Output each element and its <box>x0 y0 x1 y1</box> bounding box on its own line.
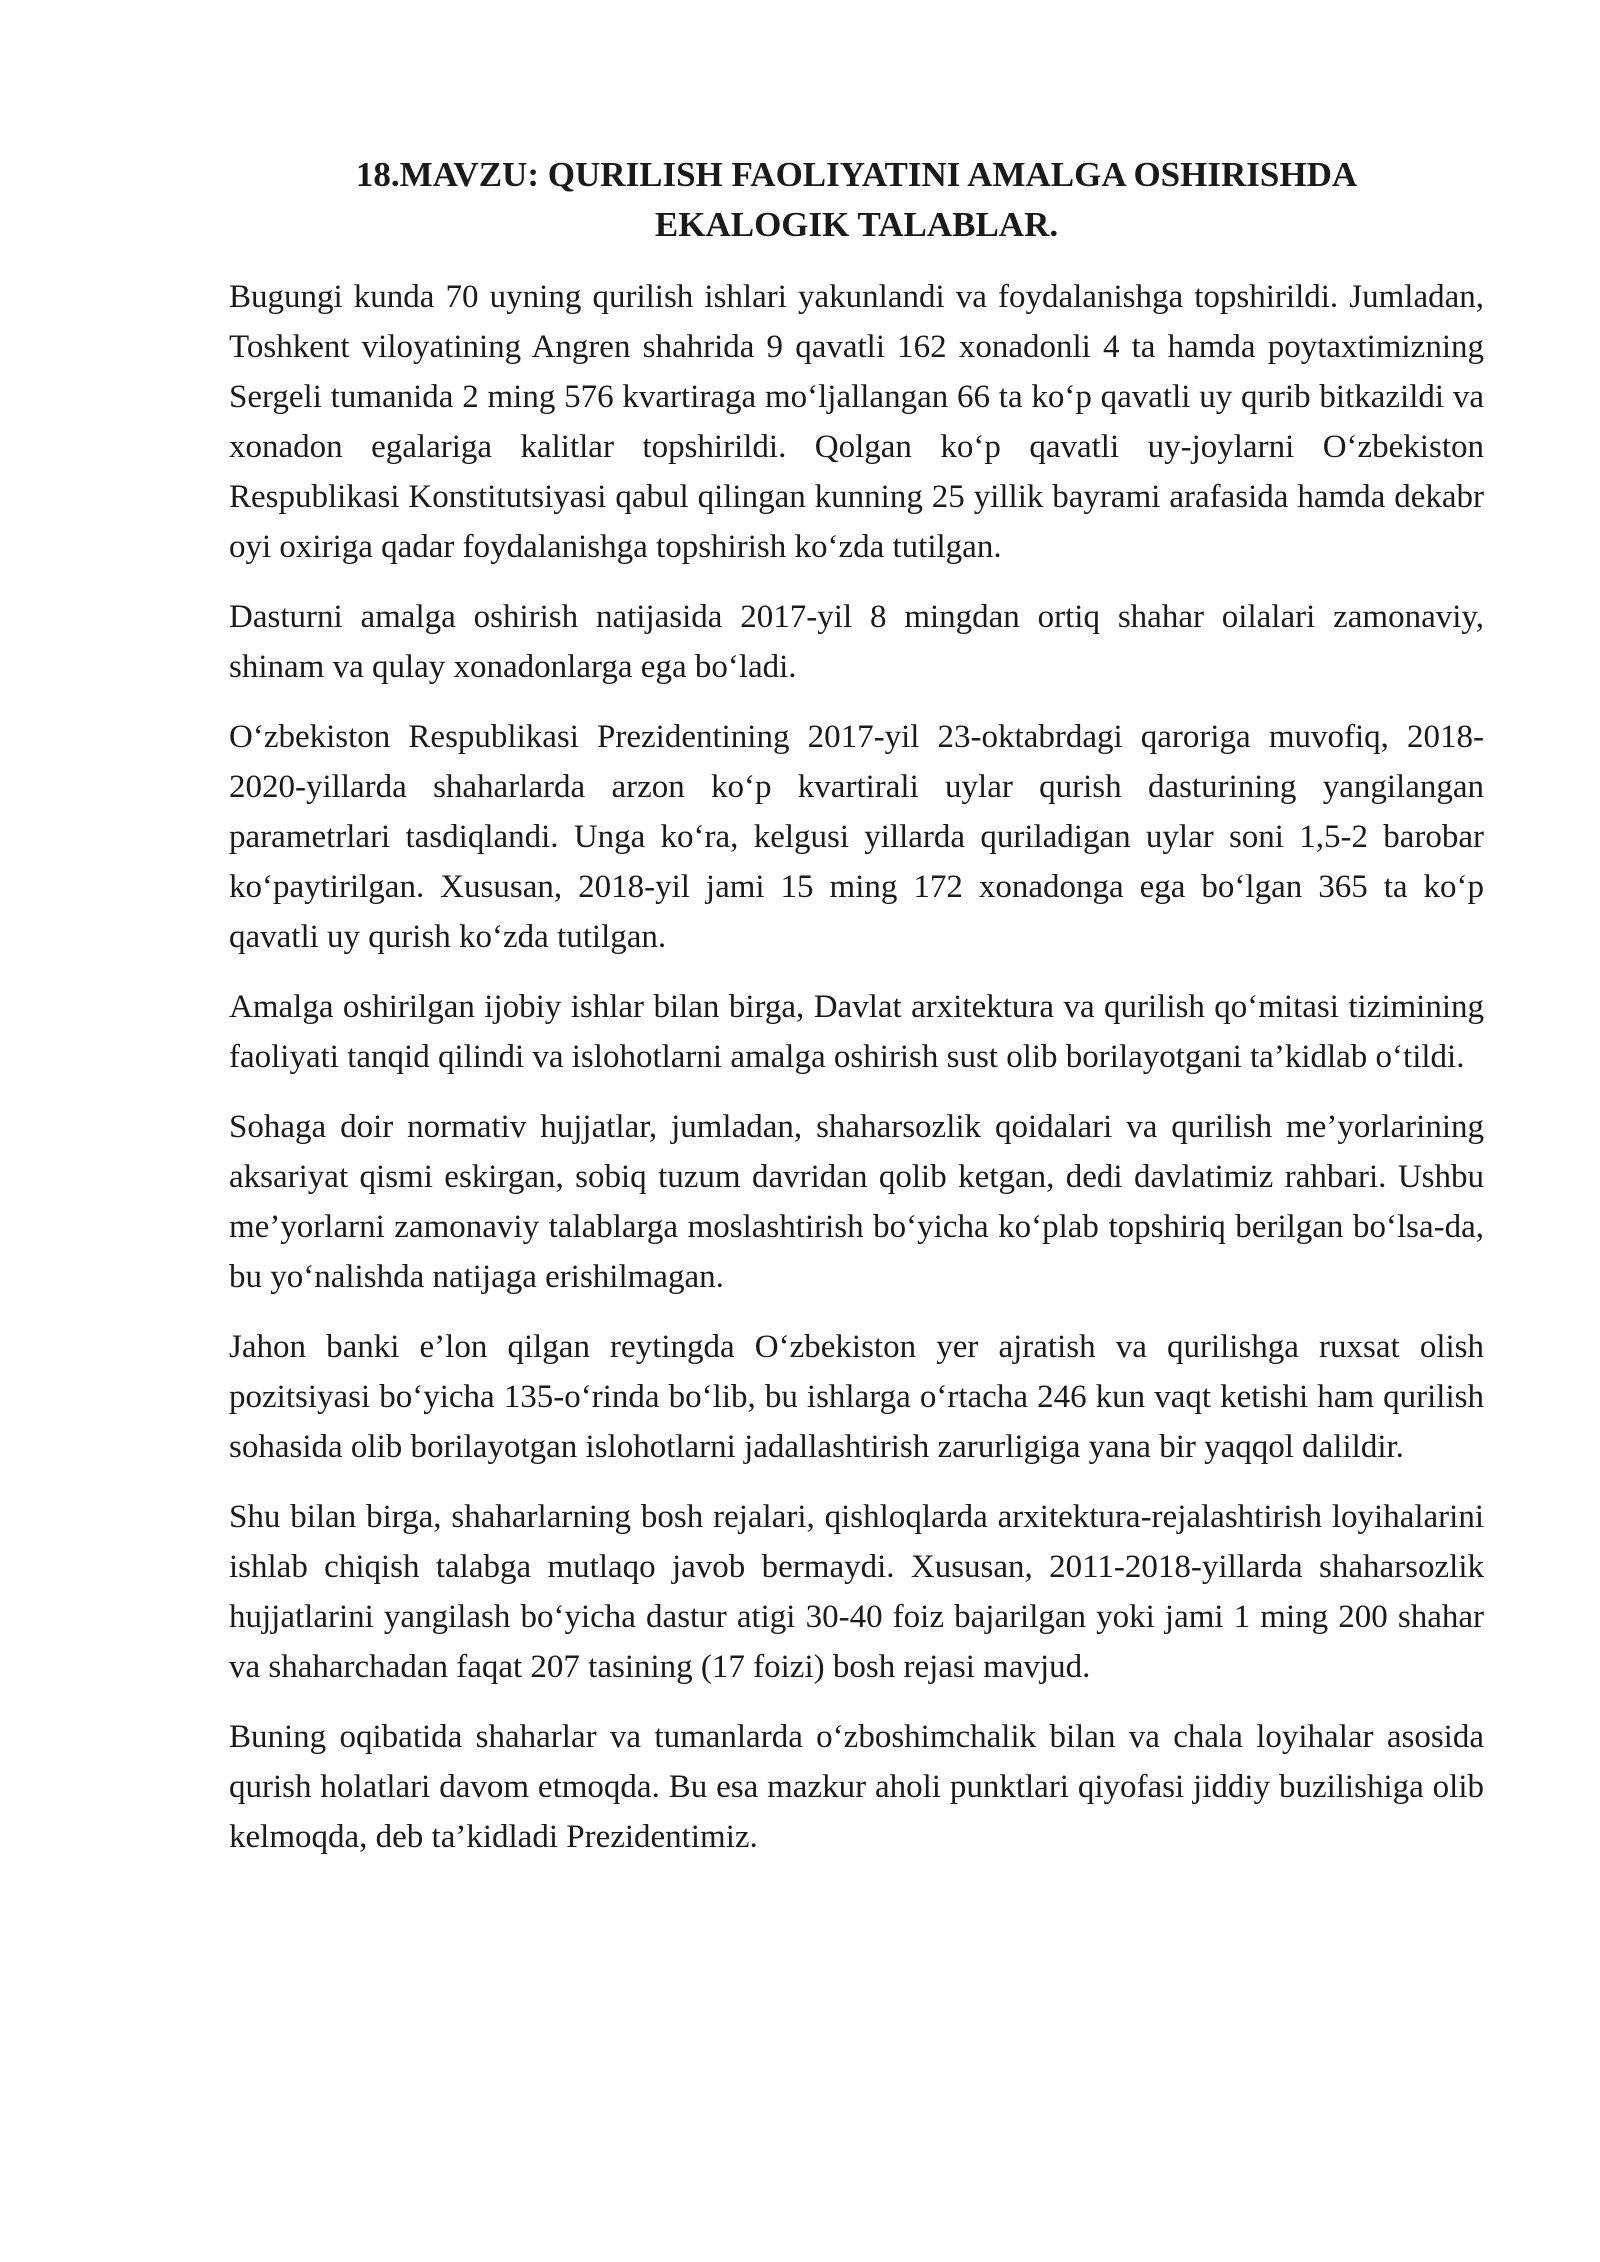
title-line-1: 18.MAVZU: QURILISH FAOLIYATINI AMALGA OSHIRISHDA <box>355 155 1358 194</box>
paragraph-6: Jahon banki e’lon qilgan reytingda O‘zbekiston yer ajratish va qurilishga ruxsat olish pozitsiyasi bo‘yicha 135-o‘rinda bo‘lib, bu ishlarga o‘rtacha 246 kun vaqt ketishi ham qurilish sohasida olib borilayotgan islohotlarni jadallashtirish zarurligiga yana bir yaqqol dalildir. <box>229 1329 1484 1465</box>
paragraph-7: Shu bilan birga, shaharlarning bosh rejalari, qishloqlarda arxitektura-rejalashtirish loyihalarini ishlab chiqish talabga mutlaqo javob bermaydi. Xususan, 2011-2018-yillarda shaharsozlik hujjatlarini yangilash bo‘yicha dastur atigi 30-40 foiz bajarilgan yoki jami 1 ming 200 shahar va shaharchadan faqat 207 tasining (17 foizi) bosh rejasi mavjud. <box>229 1499 1484 1685</box>
document-body <box>229 150 1484 1882</box>
paragraph-2: Dasturni amalga oshirish natijasida 2017-yil 8 mingdan ortiq shahar oilalari zamonaviy, shinam va qulay xonadonlarga ega bo‘ladi. <box>229 599 1484 685</box>
paragraph-8: Buning oqibatida shaharlar va tumanlarda o‘zboshimchalik bilan va chala loyihalar asosida qurish holatlari davom etmoqda. Bu esa mazkur aholi punktlari qiyofasi jiddiy buzilishiga olib kelmoqda, deb ta’kidladi Prezidentimiz. <box>229 1719 1484 1855</box>
title-line-2: EKALOGIK TALABLAR. <box>654 205 1059 244</box>
paragraph-3: O‘zbekiston Respublikasi Prezidentining 2017-yil 23-oktabrdagi qaroriga muvofiq, 2018-2020-yillarda shaharlarda arzon ko‘p kvartirali uylar qurish dasturining yangilangan parametrlari tasdiqlandi. Unga ko‘ra, kelgusi yillarda quriladigan uylar soni 1,5-2 barobar ko‘paytirilgan. Xususan, 2018-yil jami 15 ming 172 xonadonga ega bo‘lgan 365 ta ko‘p qavatli uy qurish ko‘zda tutilgan. <box>229 719 1484 955</box>
document-title <box>229 150 1484 250</box>
paragraph-5: Sohaga doir normativ hujjatlar, jumladan, shaharsozlik qoidalari va qurilish me’yorlarining aksariyat qismi eskirgan, sobiq tuzum davridan qolib ketgan, dedi davlatimiz rahbari. Ushbu me’yorlarni zamonaviy talablarga moslashtirish bo‘yicha ko‘plab topshiriq berilgan bo‘lsa-da, bu yo‘nalishda natijaga erishilmagan. <box>229 1109 1484 1295</box>
paragraph-1: Bugungi kunda 70 uyning qurilish ishlari yakunlandi va foydalanishga topshirildi. Jumladan, Toshkent viloyatining Angren shahrida 9 qavatli 162 xonadonli 4 ta hamda poytaxtimizning Sergeli tumanida 2 ming 576 kvartiraga mo‘ljallangan 66 ta ko‘p qavatli uy qurib bitkazildi va xonadon egalariga kalitlar topshirildi. Qolgan ko‘p qavatli uy-joylarni O‘zbekiston Respublikasi Konstitutsiyasi qabul qilingan kunning 25 yillik bayrami arafasida hamda dekabr oyi oxiriga qadar foydalanishga topshirish ko‘zda tutilgan. <box>229 279 1484 565</box>
paragraph-4: Amalga oshirilgan ijobiy ishlar bilan birga, Davlat arxitektura va qurilish qo‘mitasi tizimining faoliyati tanqid qilindi va islohotlarni amalga oshirish sust olib borilayotgani ta’kidlab o‘tildi. <box>229 989 1484 1075</box>
